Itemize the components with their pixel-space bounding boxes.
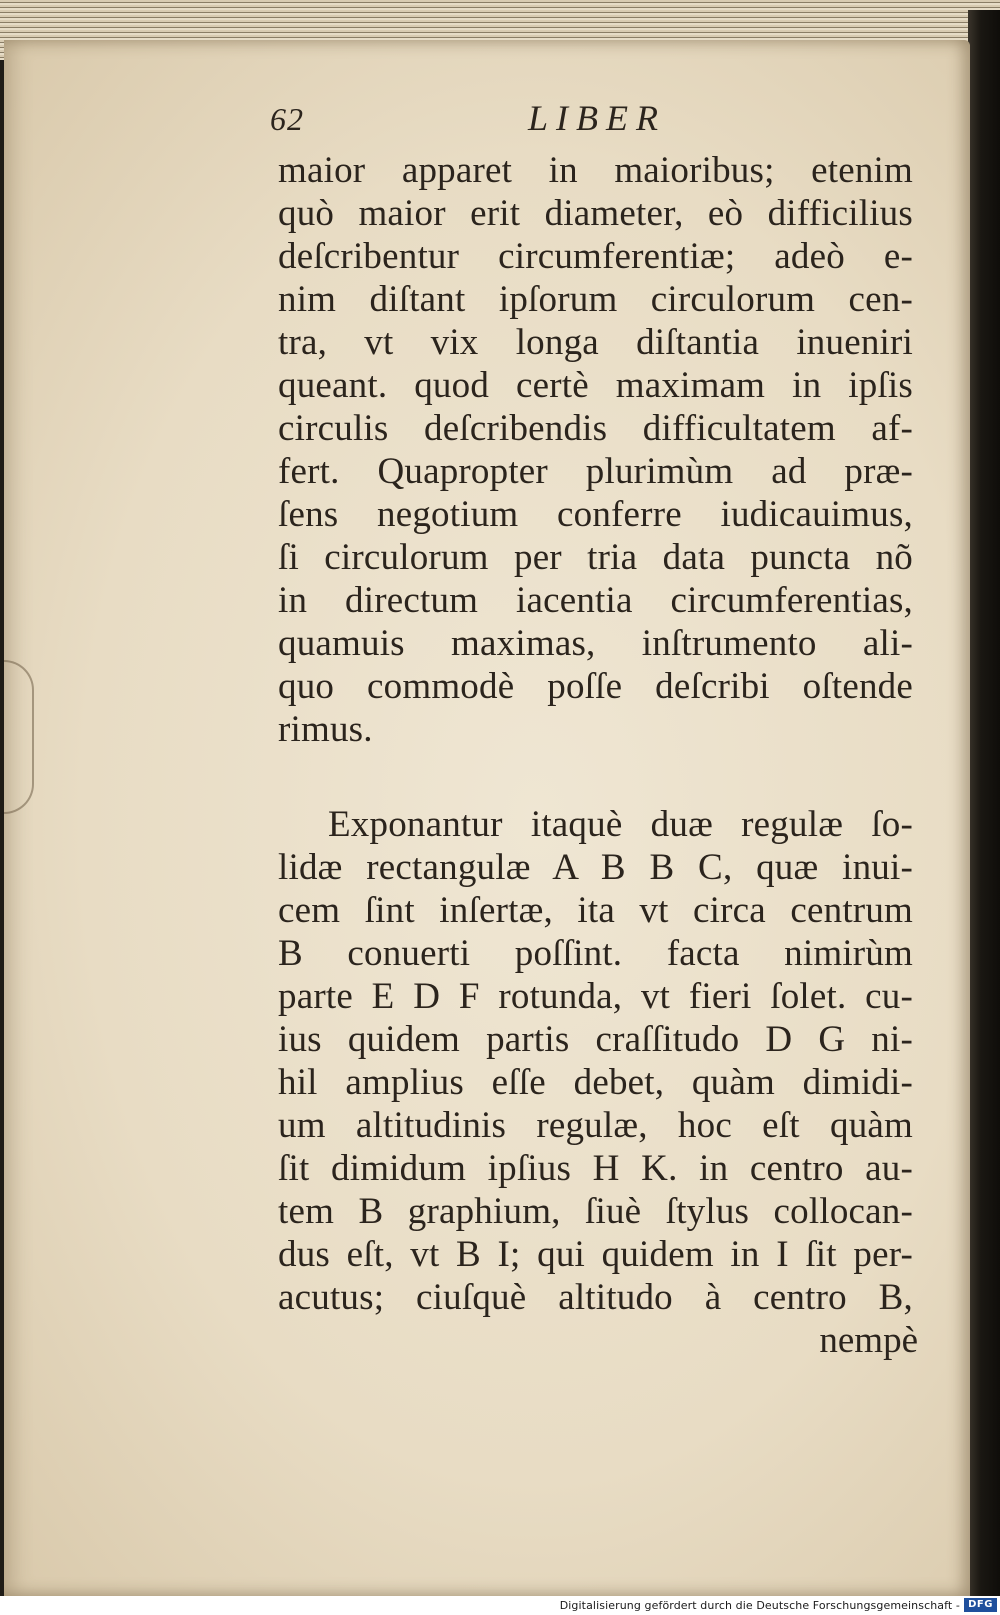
text-line: nim diſtant ipſorum circulorum cen- [278,279,913,320]
dfg-logo: DFG [964,1598,997,1612]
text-line: Exponantur itaquè duæ regulæ ſo- [328,804,913,845]
text-line: maior apparet in maioribus; etenim [278,150,913,191]
text-line: quo commodè poſſe deſcribi oſtende [278,666,913,707]
text-line: quamuis maximas, inſtrumento ali- [278,623,913,664]
page-number: 62 [270,101,304,137]
text-line: tem B graphium, ſiuè ſtylus collocan- [278,1191,913,1232]
paragraph-gap [278,751,958,801]
text-line: circulis deſcribendis difficultatem af- [278,408,913,449]
text-line: ſens negotium conferre iudicauimus, [278,494,913,535]
text-line: ius quidem partis craſſitudo D G ni- [278,1019,913,1060]
text-line: ſit dimidum ipſius H K. in centro au- [278,1148,913,1189]
text-line: rimus. [278,709,373,750]
text-line: deſcribentur circumferentiæ; adeò e- [278,236,913,277]
text-line: B conuerti poſſint. facta nimirùm [278,933,913,974]
text-line: parte E D F rotunda, vt fieri ſolet. cu- [278,976,913,1017]
spine-curve [4,660,34,814]
text-line: um altitudinis regulæ, hoc eſt quàm [278,1105,913,1146]
page-header [270,95,958,147]
text-line: in directum iacentia circumferentias, [278,580,913,621]
text-line: tra, vt vix longa diſtantia inueniri [278,322,913,363]
text-line: queant. quod certè maximam in ipſis [278,365,913,406]
running-head: LIBER [528,98,666,138]
text-line: cem ſint inſertæ, ita vt circa centrum [278,890,913,931]
text-line: quò maior erit diameter, eò difficilius [278,193,913,234]
text-line: fert. Quapropter plurimùm ad præ- [278,451,913,492]
text-line: hil amplius eſſe debet, quàm dimidi- [278,1062,913,1103]
paragraph-1 [278,149,958,751]
funding-credit: Digitalisierung gefördert durch die Deutsche Forschungsgemeinschaft - [559,1599,960,1612]
catchword: nempè [819,1320,918,1361]
text-line: acutus; ciuſquè altitudo à centro B, [278,1277,913,1318]
text-line: lidæ rectangulæ A B B C, quæ inui- [278,847,913,888]
facing-page-edge [968,10,1000,1596]
page-text [270,95,958,1362]
paragraph-2 [278,803,958,1319]
text-line: ſi circulorum per tria data puncta nõ [278,537,913,578]
text-line: dus eſt, vt B I; qui quidem in I ſit per- [278,1234,913,1275]
digitization-footer [0,1596,1000,1615]
